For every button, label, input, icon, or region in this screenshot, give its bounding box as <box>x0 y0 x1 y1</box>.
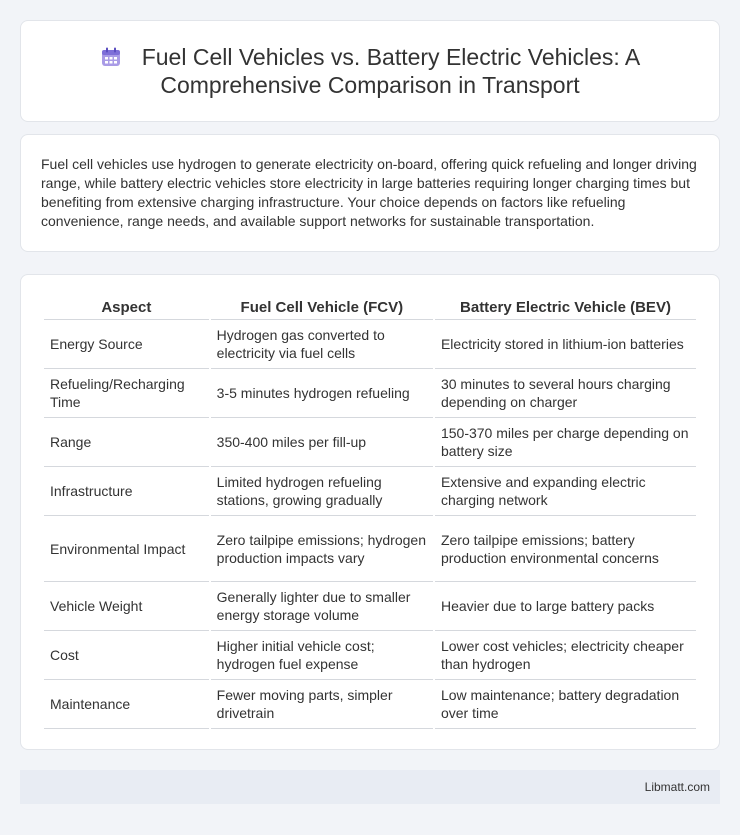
row-aspect: Infrastructure <box>44 467 209 516</box>
header-aspect: Aspect <box>44 295 209 320</box>
row-bev: Extensive and expanding electric charging network <box>435 467 696 516</box>
row-aspect: Maintenance <box>44 680 209 729</box>
row-bev: Low maintenance; battery degradation over time <box>435 680 696 729</box>
table-row <box>44 320 696 369</box>
comparison-table <box>42 295 698 729</box>
row-bev: Lower cost vehicles; electricity cheaper than hydrogen <box>435 631 696 680</box>
header-bev: Battery Electric Vehicle (BEV) <box>435 295 696 320</box>
calendar-icon <box>100 46 122 68</box>
row-bev: Heavier due to large battery packs <box>435 582 696 631</box>
row-fcv: Fewer moving parts, simpler drivetrain <box>211 680 433 729</box>
row-bev: Electricity stored in lithium-ion batteries <box>435 320 696 369</box>
row-bev: 30 minutes to several hours charging depending on charger <box>435 369 696 418</box>
footer-brand-link[interactable]: Libmatt.com <box>644 780 710 794</box>
row-fcv: Limited hydrogen refueling stations, growing gradually <box>211 467 433 516</box>
table-row <box>44 418 696 467</box>
table-row <box>44 369 696 418</box>
header-fcv: Fuel Cell Vehicle (FCV) <box>211 295 433 320</box>
table-row <box>44 516 696 582</box>
intro-text: Fuel cell vehicles use hydrogen to generate electricity on-board, offering quick refueling and longer driving range, while battery electric vehicles store electricity in large batteries requiring longer charging times but benefiting from extensive charging infrastructure. Your choice depends on factors like refueling convenience, range needs, and available support networks for sustainable transportation. <box>41 156 697 229</box>
row-aspect: Energy Source <box>44 320 209 369</box>
row-bev: 150-370 miles per charge depending on battery size <box>435 418 696 467</box>
intro-card <box>20 134 720 252</box>
row-fcv: Zero tailpipe emissions; hydrogen production impacts vary <box>211 516 433 582</box>
table-header-row <box>44 295 696 320</box>
page-title <box>61 43 679 99</box>
row-aspect: Cost <box>44 631 209 680</box>
row-bev: Zero tailpipe emissions; battery production environmental concerns <box>435 516 696 582</box>
table-row <box>44 582 696 631</box>
row-fcv: Hydrogen gas converted to electricity via fuel cells <box>211 320 433 369</box>
table-row <box>44 467 696 516</box>
footer <box>20 770 720 804</box>
row-fcv: Generally lighter due to smaller energy storage volume <box>211 582 433 631</box>
comparison-card <box>20 274 720 750</box>
header-card <box>20 20 720 122</box>
row-aspect: Vehicle Weight <box>44 582 209 631</box>
row-aspect: Refueling/Recharging Time <box>44 369 209 418</box>
row-fcv: Higher initial vehicle cost; hydrogen fuel expense <box>211 631 433 680</box>
row-fcv: 350-400 miles per fill-up <box>211 418 433 467</box>
row-aspect: Range <box>44 418 209 467</box>
page-title-text: Fuel Cell Vehicles vs. Battery Electric Vehicles: A Comprehensive Comparison in Transport <box>141 44 641 98</box>
table-row <box>44 631 696 680</box>
table-row <box>44 680 696 729</box>
row-fcv: 3-5 minutes hydrogen refueling <box>211 369 433 418</box>
row-aspect: Environmental Impact <box>44 516 209 582</box>
